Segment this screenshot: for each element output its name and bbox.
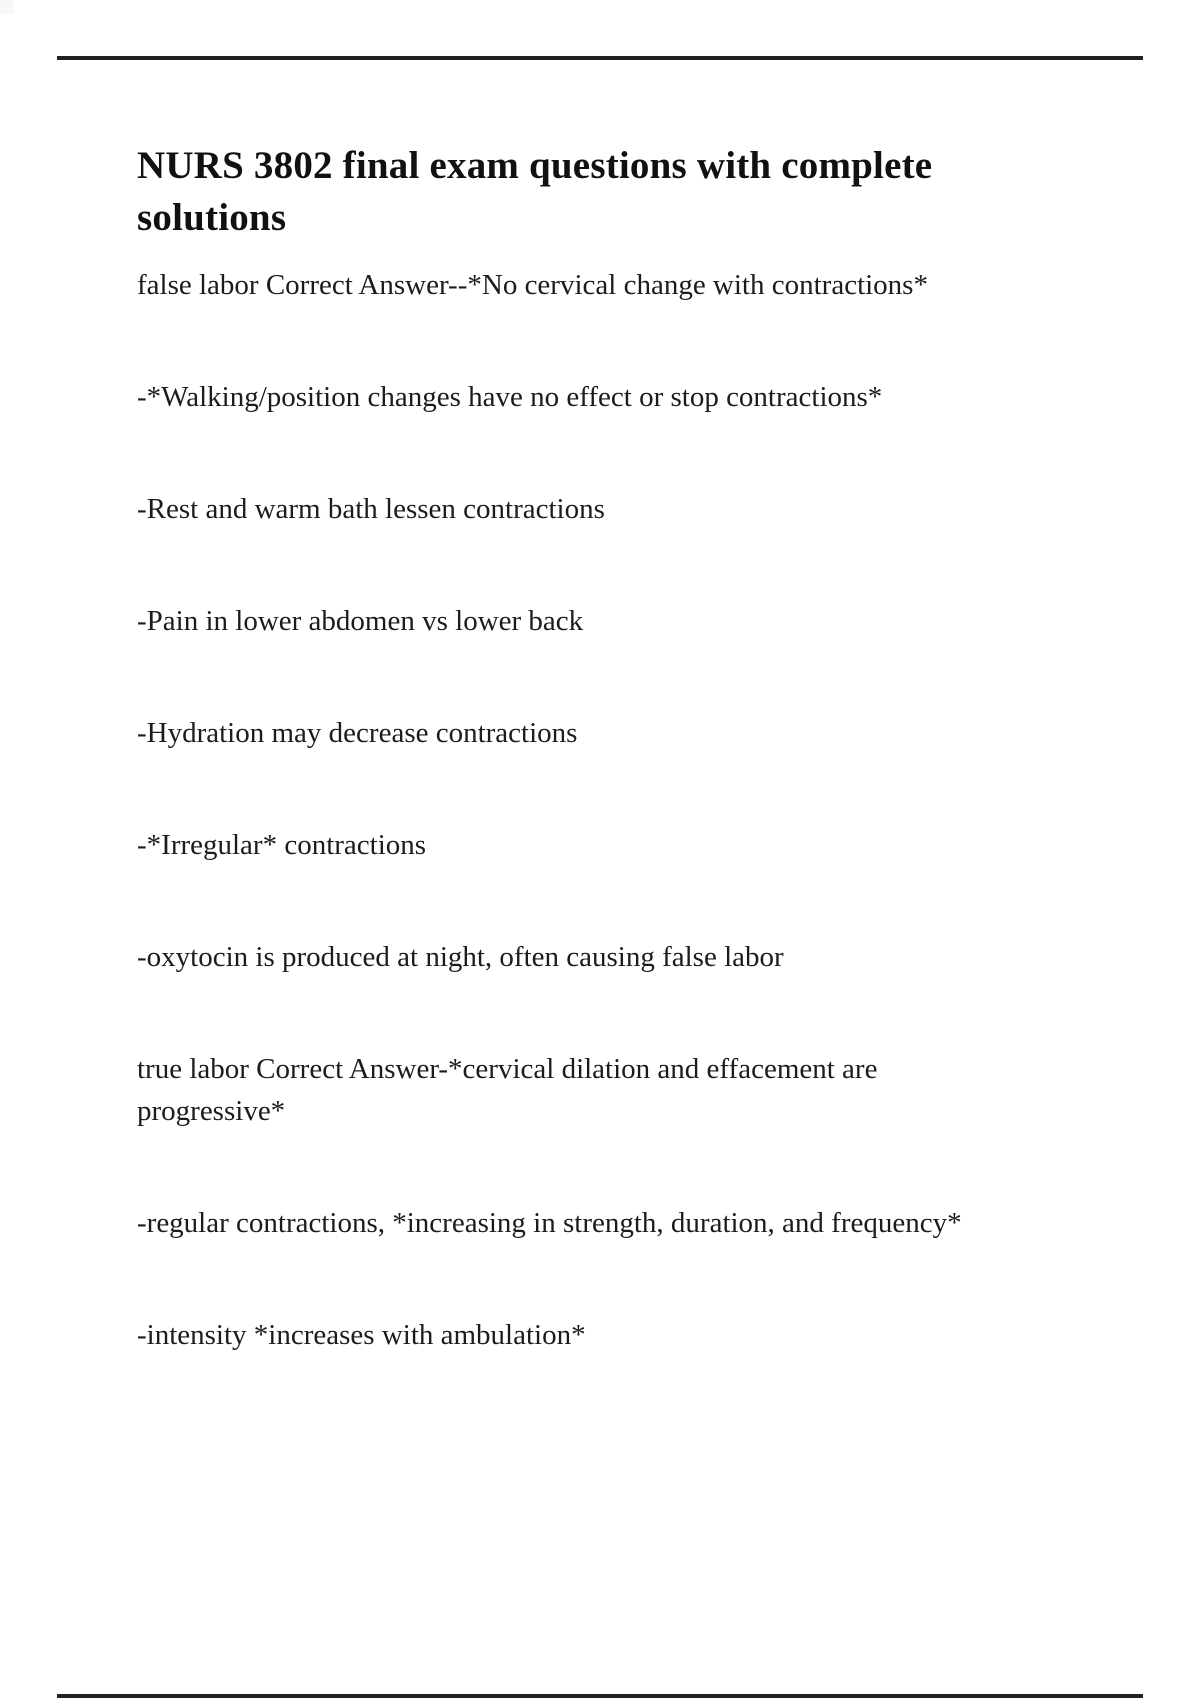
qa-paragraph <box>137 936 1117 978</box>
qa-paragraph <box>137 264 1117 306</box>
document-body <box>137 140 1117 1426</box>
text-line: false labor Correct Answer--*No cervical change with contractions* <box>137 269 928 301</box>
document-title <box>137 140 1117 244</box>
text-line: -Hydration may decrease contractions <box>137 717 578 749</box>
qa-paragraph <box>137 1202 1117 1244</box>
text-line: -Pain in lower abdomen vs lower back <box>137 605 584 637</box>
bottom-horizontal-rule <box>57 1694 1143 1698</box>
qa-paragraph <box>137 1314 1117 1356</box>
text-line: true labor Correct Answer-*cervical dilation and effacement are <box>137 1053 878 1085</box>
text-line: progressive* <box>137 1095 286 1127</box>
qa-paragraph <box>137 824 1117 866</box>
qa-paragraph <box>137 600 1117 642</box>
text-line: -intensity *increases with ambulation* <box>137 1319 586 1351</box>
qa-paragraph <box>137 712 1117 754</box>
text-line: -oxytocin is produced at night, often causing false labor <box>137 941 784 973</box>
top-horizontal-rule <box>57 56 1143 60</box>
qa-paragraph <box>137 488 1117 530</box>
text-line: -*Irregular* contractions <box>137 829 427 861</box>
qa-paragraph <box>137 1048 1117 1132</box>
title-line: NURS 3802 final exam questions with complete <box>137 144 933 187</box>
text-line: -Rest and warm bath lessen contractions <box>137 493 605 525</box>
qa-paragraph <box>137 376 1117 418</box>
scan-artifact-corner <box>0 0 14 14</box>
text-line: -regular contractions, *increasing in strength, duration, and frequency* <box>137 1207 962 1239</box>
title-line: solutions <box>137 196 287 239</box>
text-line: -*Walking/position changes have no effect or stop contractions* <box>137 381 883 413</box>
